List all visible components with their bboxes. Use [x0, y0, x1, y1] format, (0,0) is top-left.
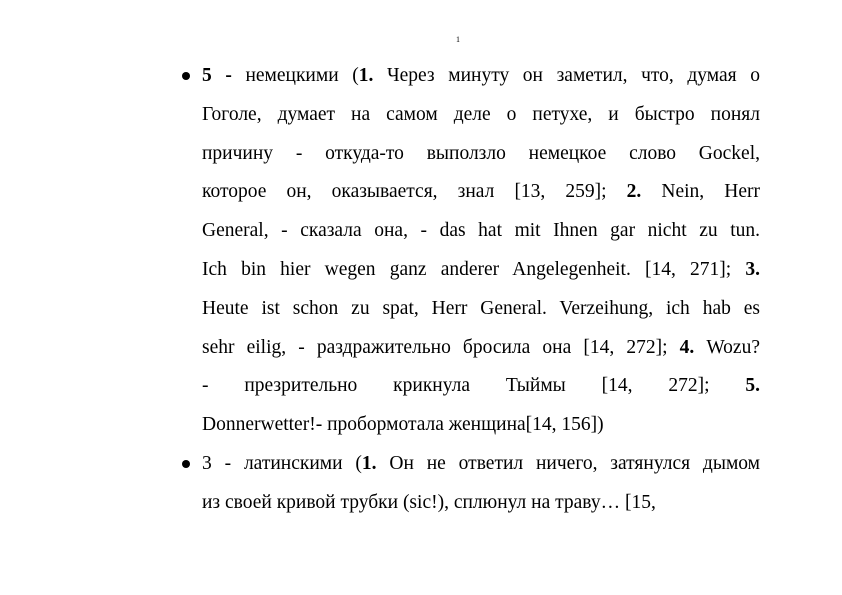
text-line: sehr eilig, - раздражительно бросила она [14, 272]; 4. Wozu? — [202, 336, 760, 358]
bold-number: 1. — [361, 452, 377, 474]
text-line: Гоголе, думает на самом деле о петухе, и быстро понял — [202, 103, 760, 125]
bold-number: 4. — [679, 336, 695, 358]
text-line: - презрительно крикнула Тыймы [14, 272]; 5. — [202, 375, 760, 397]
text-line: причину - откуда-то выползло немецкое слово Gockel, — [202, 142, 760, 164]
text-line: 5 - немецкими (1. Через минуту он заметил, что, думая о — [202, 65, 760, 86]
bullet-icon — [182, 72, 190, 80]
text-line: которое он, оказывается, знал [13, 259]; 2. Nein, Herr — [202, 181, 760, 203]
text-line: Donnerwetter!- пробормотала женщина[14, 156]) — [202, 414, 604, 436]
bold-number: 5 - — [202, 65, 246, 86]
page-number: 1 — [456, 35, 460, 44]
bullet-list — [178, 57, 760, 523]
bullet-item — [178, 445, 760, 523]
text-line: Ich bin hier wegen ganz anderer Angelegenheit. [14, 271]; 3. — [202, 258, 760, 280]
text-line: 3 - латинскими (1. Он не ответил ничего, затянулся дымом — [202, 452, 760, 474]
bullet-item — [178, 57, 760, 445]
text-line: General, - сказала она, - das hat mit Ihnen gar nicht zu tun. — [202, 220, 760, 242]
bold-number: 5. — [745, 375, 760, 397]
bold-number: 2. — [626, 181, 642, 203]
bold-number: 1. — [358, 65, 374, 86]
text-line: из своей кривой трубки (sic!), сплюнул на траву… [15, — [202, 491, 656, 513]
bold-number: 3. — [745, 258, 760, 280]
bullet-icon — [182, 460, 190, 468]
text-line: Heute ist schon zu spat, Herr General. Verzeihung, ich hab es — [202, 297, 760, 319]
